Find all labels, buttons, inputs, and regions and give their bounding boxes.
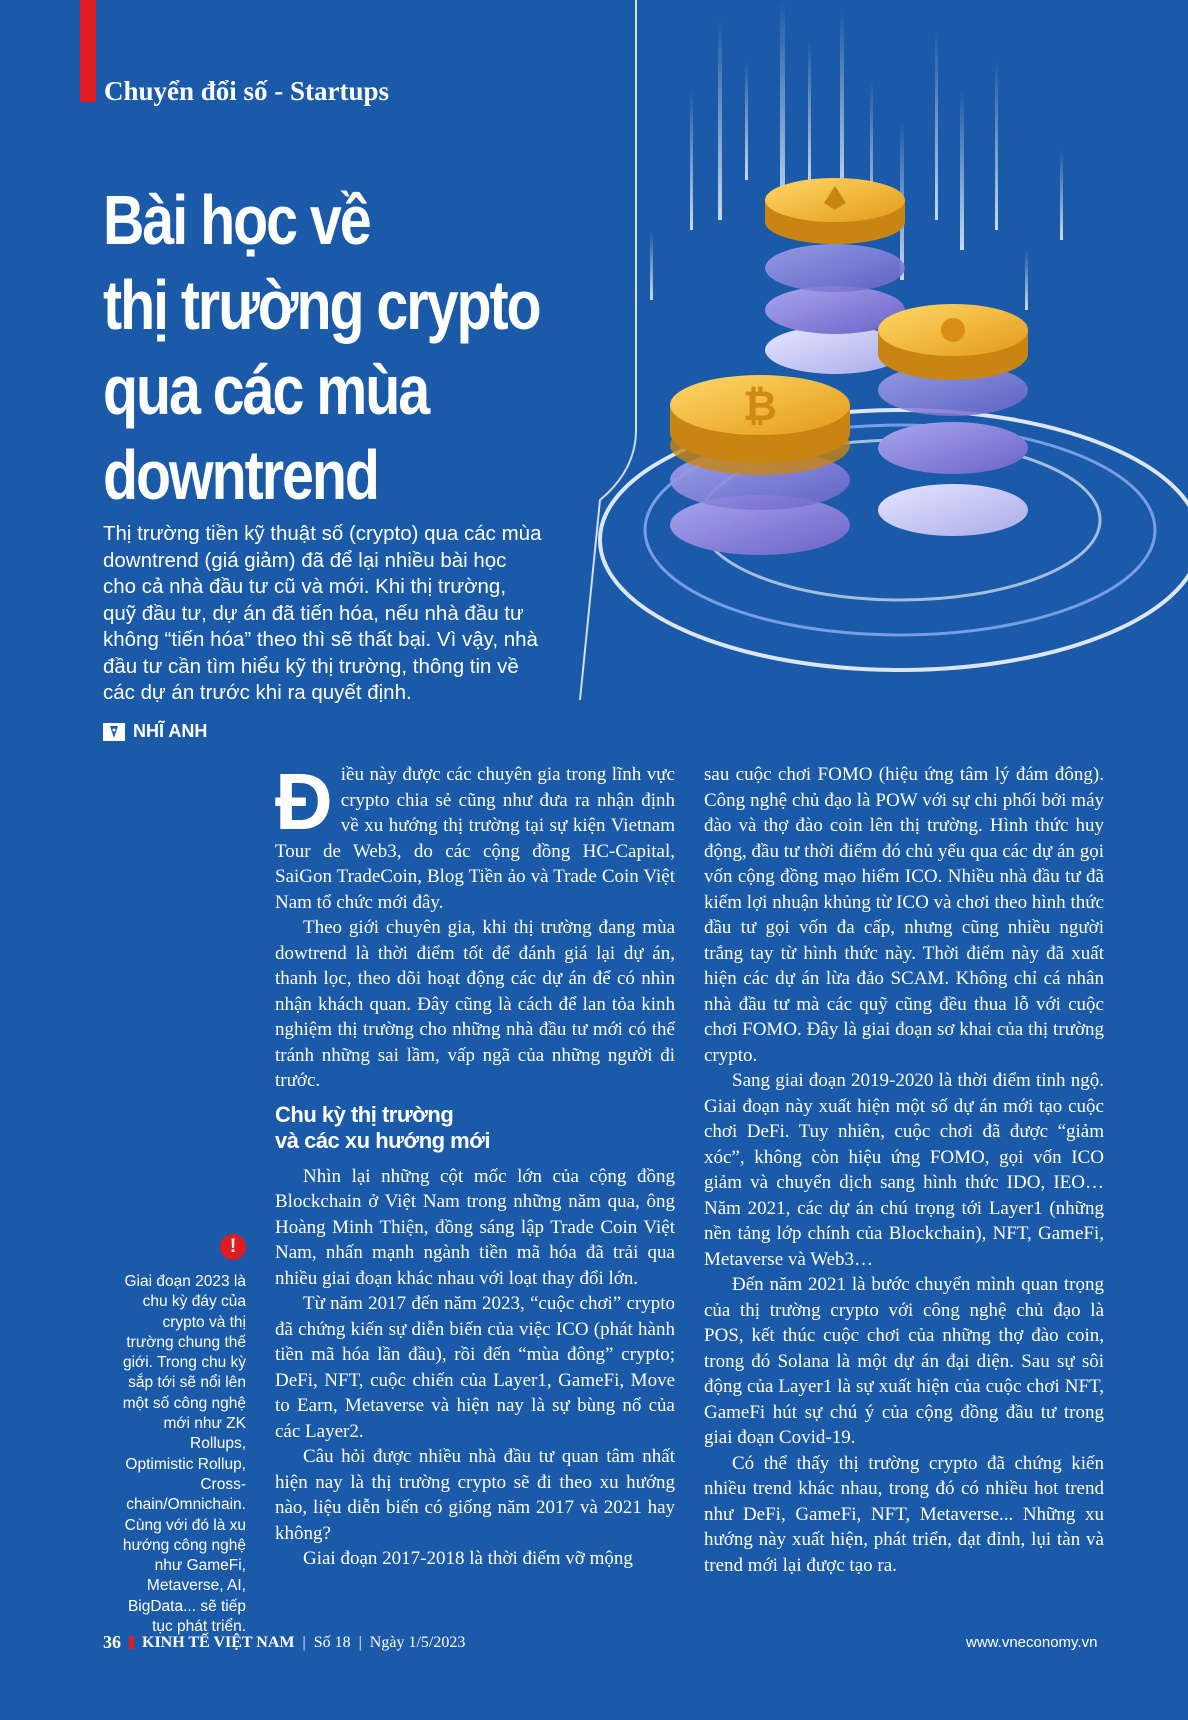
body-column-left xyxy=(275,757,675,1572)
bitcoin-coin-stack xyxy=(670,375,850,555)
paragraph: Đến năm 2021 là bước chuyển mình quan trọng của thị trường crypto với công nghệ chủ đạo là POS, kết thúc cuộc chơi của những thợ đào coin, trong đó Solana là một dự án đại diện. Sau sự sôi động của Layer1 là sự xuất hiện của cuộc chơi NFT, GameFi hút sự chú ý của cộng đồng đầu tư trong giai đoạn Covid-19. xyxy=(704,1274,1104,1448)
paragraph-text: iều này được các chuyên gia trong lĩnh vực crypto chia sẻ cũng như đưa ra nhận định về xu hướng thị trường tại sự kiện Vietnam Tour de Web3, do các cộng đồng HC-Capital, SaiGon TradeCoin, Blog Tiền ảo và Trade Coin Việt Nam tổ chức mới đây. xyxy=(275,764,675,913)
subheading xyxy=(275,1102,675,1154)
article-title xyxy=(103,178,562,518)
paragraph: Có thể thấy thị trường crypto đã chứng kiến nhiều trend khác nhau, trong đó có nhiều hot trend như DeFi, GameFi, NFT, Metaverse... Những xu hướng này xuất hiện, phát triển, đạt đỉnh, lụi tàn và trend mới lại được tạo ra. xyxy=(704,1452,1104,1576)
magazine-name: KINH TẾ VIỆT NAM xyxy=(142,1633,295,1651)
title-line: qua các mùa xyxy=(103,351,429,429)
sidebar-note: Giai đoạn 2023 là chu kỳ đáy của crypto và thị trường chung thế giới. Trong chu kỳ sắp tới sẽ nổi lên một số công nghệ mới như ZK Rollups, Optimistic Rollup, Cross-chain/Omnichain. Cùng với đó là xu hướng công nghệ như GameFi, Metaverse, AI, BigData... sẽ tiếp tục phát triển. xyxy=(122,1273,246,1636)
subheading-line: Chu kỳ thị trường xyxy=(275,1101,454,1127)
paragraph: Câu hỏi được nhiều nhà đầu tư quan tâm nhất hiện nay là thị trường crypto sẽ đi theo xu hướng nào, liệu diễn biến có giống năm 2017 và 2021 hay không? xyxy=(275,1446,675,1544)
paragraph: Từ năm 2017 đến năm 2023, “cuộc chơi” crypto đã chứng kiến sự diễn biến của việc ICO (phát hành tiền mã hóa lần đầu), rồi đến “mùa đông” crypto; DeFi, NFT, cuộc chiến của Layer1, GameFi, Move to Earn, Metaverse và hiện nay là sự bùng nổ của các Layer2. xyxy=(275,1293,675,1442)
paragraph: Theo giới chuyên gia, khi thị trường đang mùa dowtrend là thời điểm tốt để đánh giá lại dự án, thanh lọc, theo dõi hoạt động các dự án để có nhìn nhận khách quan. Đây cũng là cách để lan tỏa kinh nghiệm thị trường cho những nhà đầu tư mới có thể tránh những sai lầm, vấp ngã của những người đi trước. xyxy=(275,917,675,1091)
footer-separator: | xyxy=(358,1633,362,1651)
title-line: Bài học về xyxy=(103,181,370,259)
paragraph xyxy=(275,757,675,915)
title-line: thị trường crypto xyxy=(103,266,540,344)
title-line: downtrend xyxy=(103,436,378,514)
footer-separator: | xyxy=(302,1633,306,1651)
svg-text:₿: ₿ xyxy=(742,381,778,430)
section-label: Chuyển đổi số - Startups xyxy=(104,76,390,106)
issue-number: Số 18 xyxy=(313,1633,351,1651)
drop-cap: Đ xyxy=(275,757,333,846)
article-lead: Thị trường tiền kỹ thuật số (crypto) qua các mùa downtrend (giá giảm) đã để lại nhiều bài học cho cả nhà đầu tư cũ và mới. Khi thị trường, quỹ đầu tư, dự án đã tiến hóa, nếu nhà đầu tư không “tiến hóa” theo thì sẽ thất bại. Vì vậy, nhà đầu tư cần tìm hiểu kỹ thị trường, thông tin về các dự án trước khi ra quyết định. xyxy=(103,522,542,704)
paragraph: Giai đoạn 2017-2018 là thời điểm vỡ mộng xyxy=(303,1548,633,1569)
page-footer xyxy=(103,1632,465,1653)
page-number: 36 xyxy=(103,1632,121,1652)
section-marker xyxy=(80,0,96,102)
alert-icon: ! xyxy=(220,1234,246,1260)
subheading-line: và các xu hướng mới xyxy=(275,1127,491,1153)
issue-date: Ngày 1/5/2023 xyxy=(369,1633,466,1651)
pen-icon xyxy=(103,723,125,741)
body-column-right xyxy=(704,762,1104,1578)
website-link[interactable]: www.vneconomy.vn xyxy=(966,1634,1098,1651)
paragraph: sau cuộc chơi FOMO (hiệu ứng tâm lý đám đông). Công nghệ chủ đạo là POW với sự chi phối bởi máy đào và thợ đào coin lên thị trường. Hình thức huy động, đầu tư thời điểm đó chủ yếu qua các dự án gọi vốn cộng đồng mạo hiểm ICO. Nhiều nhà đầu tư đã kiếm lợi nhuận khủng từ ICO và chơi theo hình thức đầu tư gọi vốn đa cấp, nhưng cũng nhiều người trắng tay từ hình thức này. Thời điểm này đã xuất hiện các dự án lừa đảo SCAM. Không chỉ cá nhân nhà đầu tư mà các quỹ cũng đều thua lỗ với cuộc chơi FOMO. Đây là giai đoạn sơ khai của thị trường crypto. xyxy=(704,764,1104,1066)
paragraph: Sang giai đoạn 2019-2020 là thời điểm tỉnh ngộ. Giai đoạn này xuất hiện một số dự án mới tạo cuộc chơi DeFi. Tuy nhiên, cuộc chơi đã được “giảm xóc”, không còn hiệu ứng FOMO, gọi vốn ICO giảm và chuyển dịch sang hình thức IDO, IEO… Năm 2021, các dự án chú trọng tới Layer1 (những nền tảng lớp chính của Blockchain), NFT, GameFi, Metaverse và Web3… xyxy=(704,1070,1104,1270)
footer-marker xyxy=(129,1636,134,1649)
paragraph: Nhìn lại những cột mốc lớn của cộng đồng Blockchain ở Việt Nam trong những năm qua, ông Hoàng Minh Thiện, đồng sáng lập Trade Coin Việt Nam, nhấn mạnh ngành tiền mã hóa đã trải qua nhiều giai đoạn khác nhau với loạt thay đổi lớn. xyxy=(275,1165,675,1289)
crypto-coins-illustration xyxy=(540,0,1188,720)
author-name: NHĨ ANH xyxy=(133,721,208,741)
author-byline xyxy=(103,721,207,742)
